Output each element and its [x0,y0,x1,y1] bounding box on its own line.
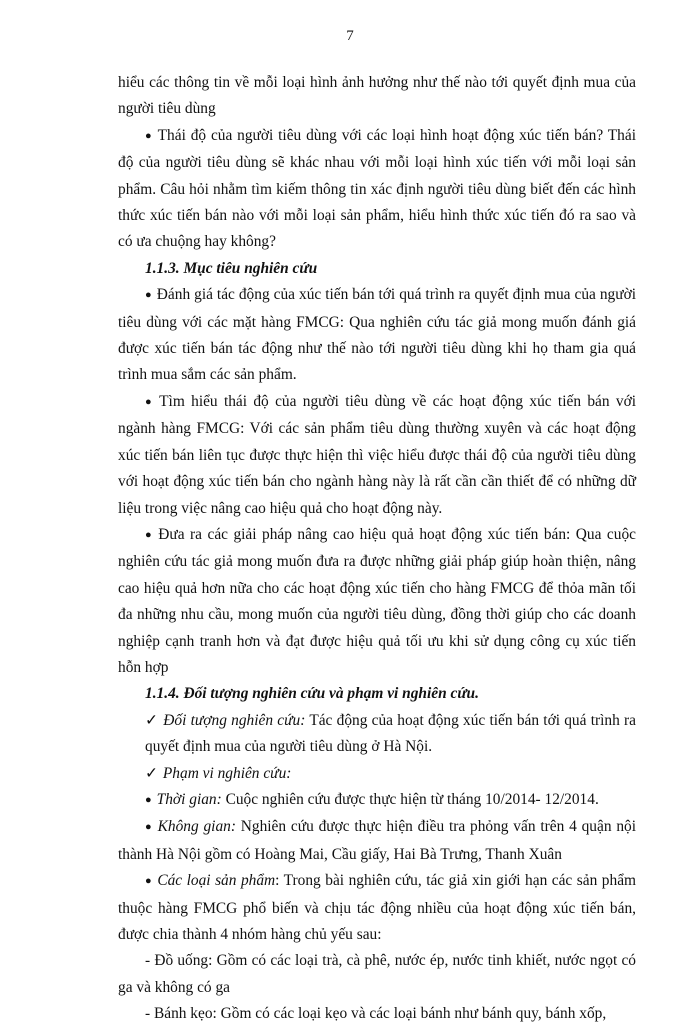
page-number: 7 [346,28,354,44]
checkmark-item [118,761,636,787]
item-label: Phạm vi nghiên cứu: [162,764,292,782]
bullet-icon: ● [145,289,152,302]
item-text: Cuộc nghiên cứu được thực hiện từ tháng 10/2014- 12/2014. [221,790,599,808]
bullet-paragraph [118,787,636,814]
item-label: Các loại sản phẩm [157,872,276,890]
bullet-paragraph [118,522,636,681]
bullet-text: Đánh giá tác động của xúc tiến bán tới quá trình ra quyết định mua của người tiêu dùng với các mặt hàng FMCG: Qua nghiên cứu tác giả mong muốn đánh giá được xúc tiến bán tác động như thế nào tới người tiêu dùng khi họ tham gia quá trình mua sắm các sản phẩm. [118,286,636,384]
bullet-paragraph [118,814,636,868]
document-body [118,70,636,1028]
paragraph-continuation: hiểu các thông tin về mỗi loại hình ảnh hưởng như thế nào tới quyết định mua của người tiêu dùng [118,74,636,118]
item-label: Thời gian: [156,790,222,808]
bullet-icon: ● [145,821,153,834]
bullet-paragraph [118,282,636,389]
checkmark-icon: ✓ [145,764,158,782]
dash-item: - Bánh kẹo: Gồm có các loại kẹo và các loại bánh như bánh quy, bánh xốp, [145,1005,607,1023]
checkmark-item [118,708,636,761]
item-text: : Trong bài nghiên cứu, tác giả xin giới hạn các sản phẩm thuộc hàng FMCG phổ biến và chịu tác động nhiều của hoạt động xúc tiến bán, được chia thành 4 nhóm hàng chủ yếu sau: [118,872,636,943]
bullet-paragraph [118,868,636,948]
item-text: Tác động của hoạt động xúc tiến bán tới quá trình ra quyết định mua của người tiêu dùng ở Hà Nội. [145,711,636,756]
bullet-icon: ● [145,793,152,806]
bullet-icon: ● [145,129,153,142]
bullet-paragraph [118,389,636,522]
item-label: Không gian: [157,818,236,836]
bullet-text: Tìm hiểu thái độ của người tiêu dùng về các hoạt động xúc tiến bán với ngành hàng FMCG: Với các sản phẩm tiêu dùng thường xuyên và các hoạt động xúc tiến bán liên tục được thực hiện thì việc hiểu được thái độ của người tiêu dùng với hoạt động xúc tiến bán cho ngành hàng này là rất cần cần thiết để có những dữ liệu trong việc nâng cao hiệu quả cho hoạt động này. [118,392,637,517]
bullet-text: Đưa ra các giải pháp nâng cao hiệu quả hoạt động xúc tiến bán: Qua cuộc nghiên cứu tác giả mong muốn đưa ra được những giải pháp giúp hoàn thiện, nâng cao hiệu quả hơn nữa cho các hoạt động xúc tiến cho hàng FMCG để thỏa mãn tối đa những nhu cầu, mong muốn của người tiêu dùng, đồng thời giúp cho các doanh nghiệp cạnh tranh hơn và đạt được hiệu quả tối ưu khi sử dụng công cụ xúc tiến hỗn hợp [118,525,636,676]
bullet-icon: ● [145,528,154,541]
item-label: Đối tượng nghiên cứu: [163,711,306,729]
dash-item: - Đồ uống: Gồm có các loại trà, cà phê, nước ép, nước tinh khiết, nước ngọt có ga và không có ga [118,952,636,996]
bullet-text: Thái độ của người tiêu dùng với các loại hình hoạt động xúc tiến bán? Thái độ của người tiêu dùng sẽ khác nhau với mỗi loại hình xúc tiến với mỗi loại sản phẩm. Câu hỏi nhằm tìm kiếm thông tin xác định người tiêu dùng biết đến các hình thức xúc tiến bán nào với mỗi loại sản phẩm, hiểu hình thức xúc tiến đó ra sao và có ưa chuộng hay không? [118,126,636,251]
checkmark-icon: ✓ [145,711,159,729]
section-heading-1-1-3: 1.1.3. Mục tiêu nghiên cứu [145,259,318,277]
item-text: Nghiên cứu được thực hiện điều tra phỏng vấn trên 4 quận nội thành Hà Nội gồm có Hoàng Mai, Cầu giấy, Hai Bà Trưng, Thanh Xuân [118,818,636,863]
bullet-paragraph [118,123,636,256]
bullet-icon: ● [145,395,155,408]
bullet-icon: ● [145,875,153,888]
section-heading-1-1-4: 1.1.4. Đối tượng nghiên cứu và phạm vi nghiên cứu. [145,685,479,703]
